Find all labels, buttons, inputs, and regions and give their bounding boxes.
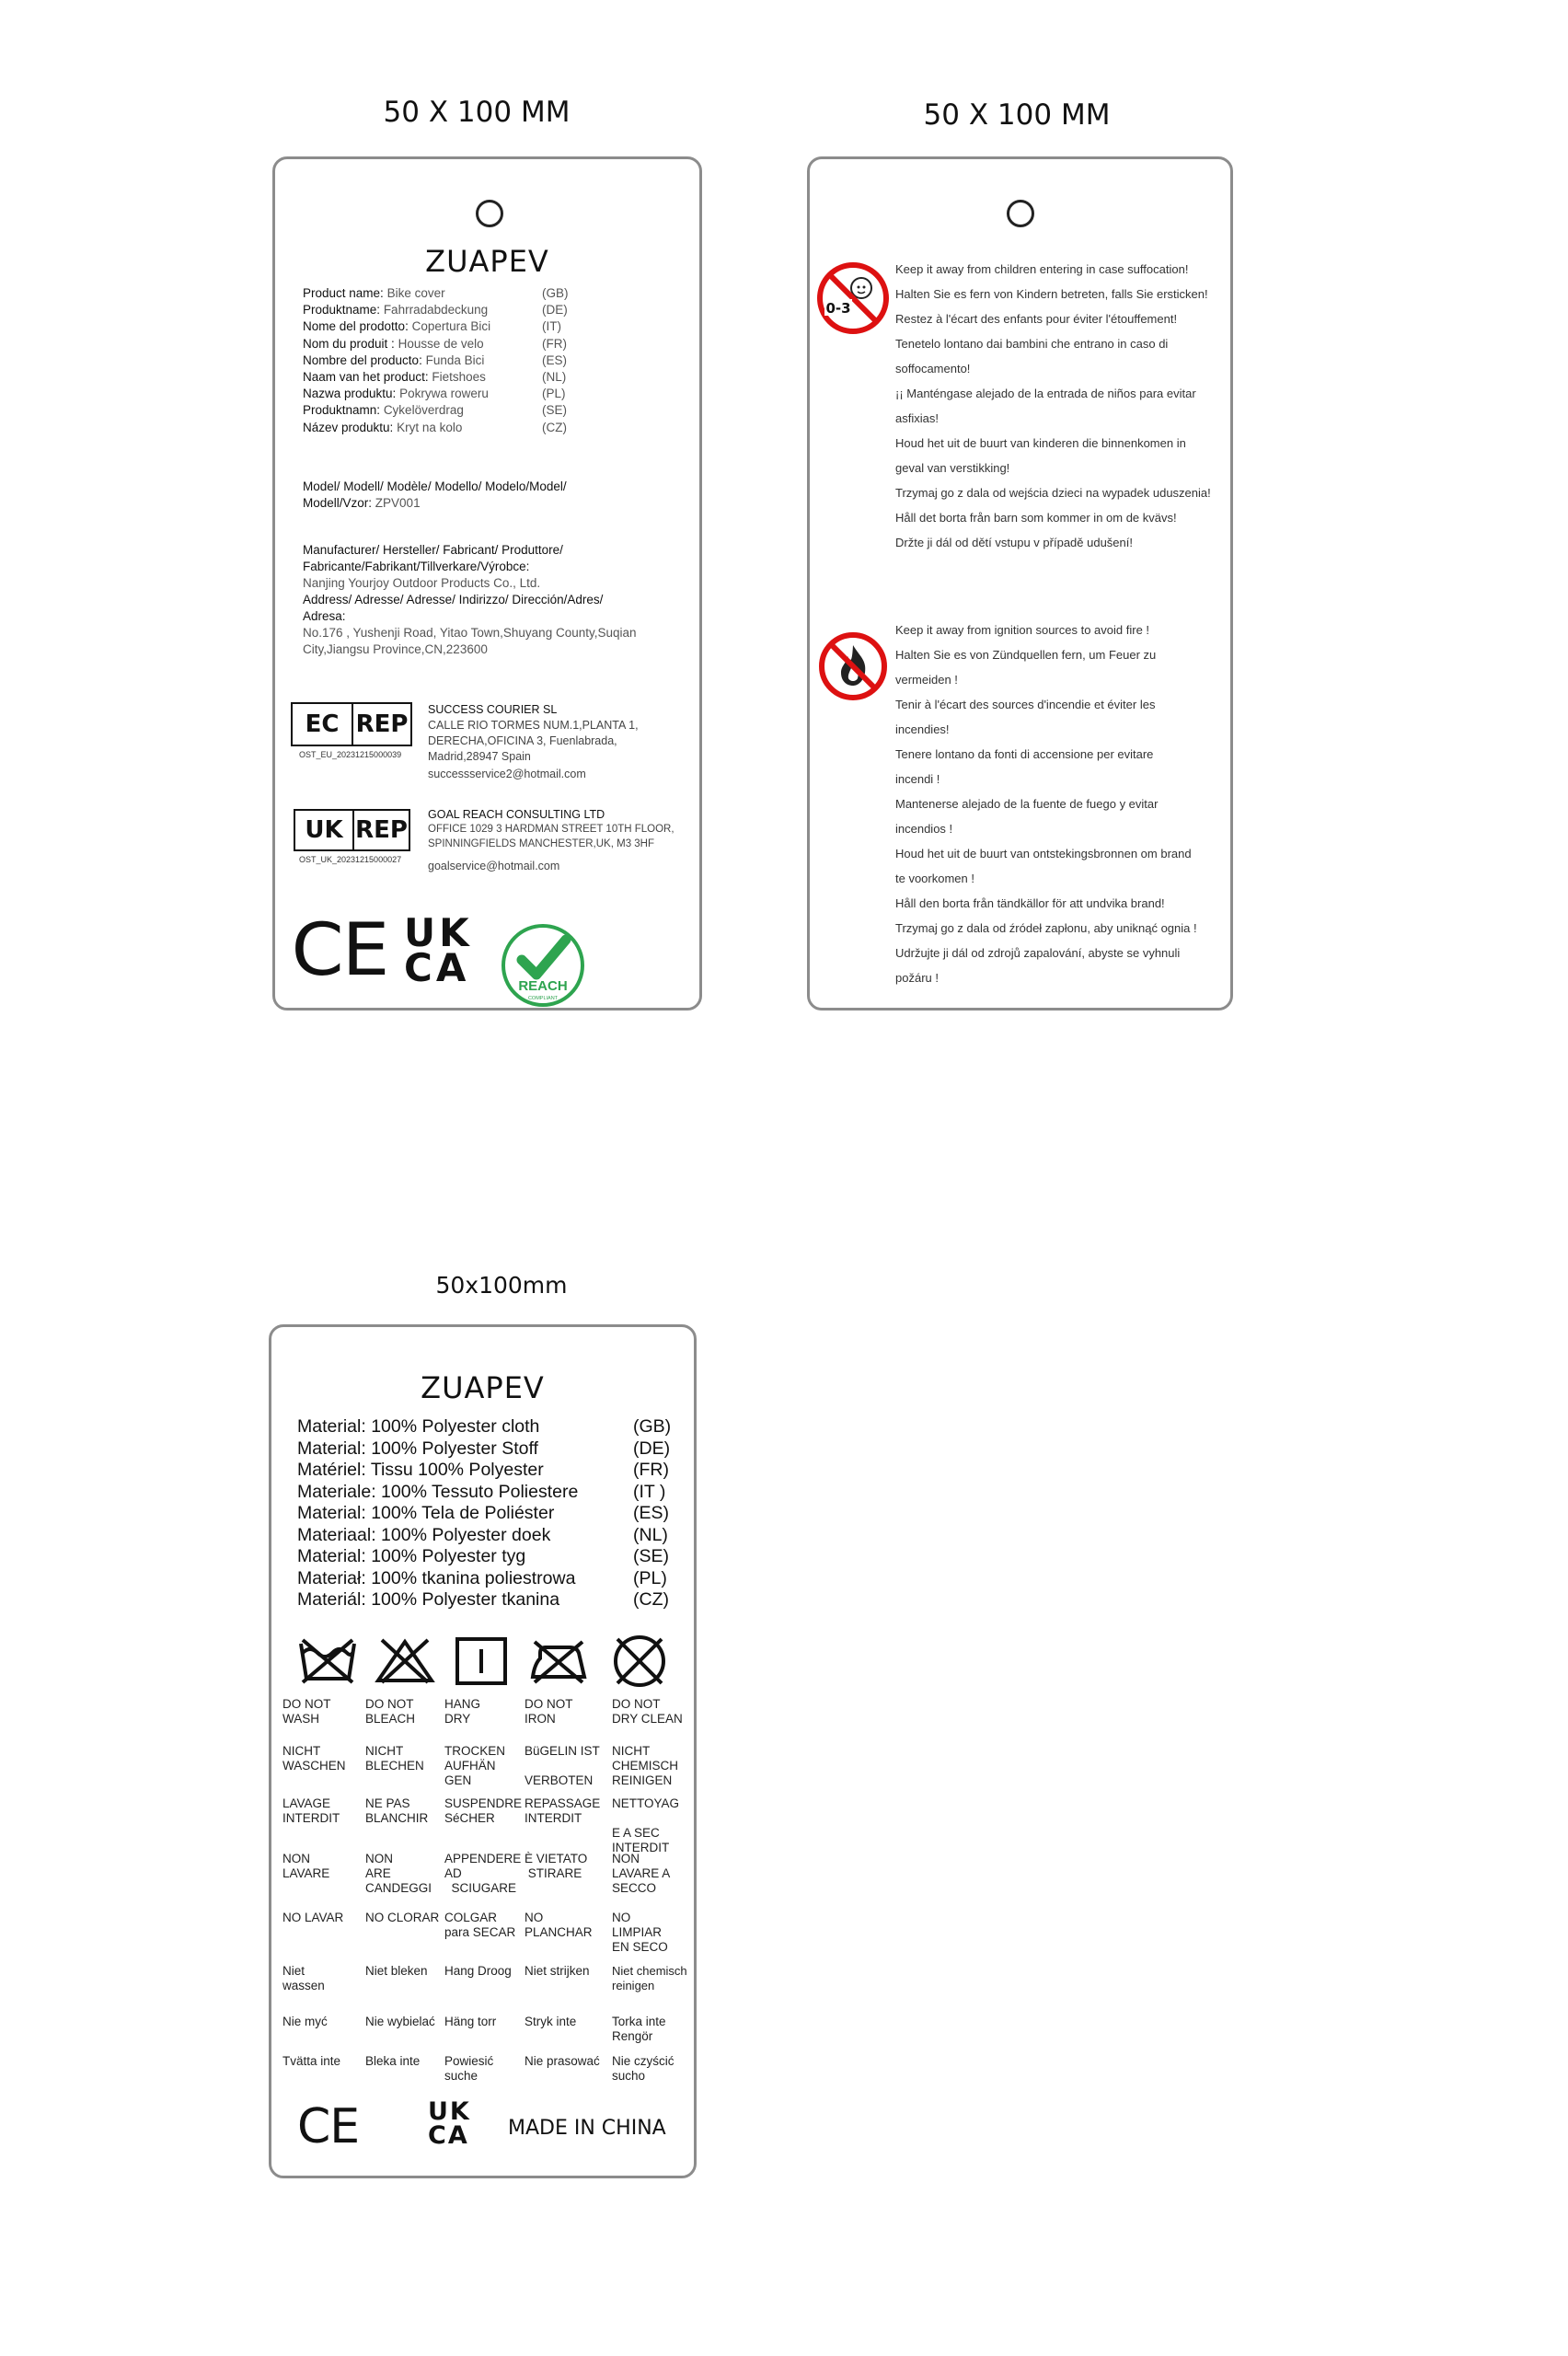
- material-label: Material:: [297, 1546, 366, 1566]
- reach-sub-label: COMPLIANT: [527, 996, 559, 1001]
- material-row: [297, 1503, 674, 1524]
- care-instruction-text: Niet strijken: [525, 1964, 590, 1978]
- ukca-bottom: CA: [404, 945, 470, 990]
- uk-rep-right: REP: [352, 811, 409, 849]
- material-value: 100% Polyester Stoff: [371, 1438, 538, 1459]
- care-instruction-text: NO PLANCHAR: [525, 1911, 593, 1939]
- ec-rep-name: SUCCESS COURIER SL: [428, 703, 558, 716]
- material-value: 100% Tela de Poliéster: [371, 1503, 555, 1523]
- no-fire-icon: [817, 630, 889, 702]
- do-not-dry-clean-icon: [610, 1633, 669, 1690]
- care-instruction-text: Hang Droog: [444, 1964, 512, 1978]
- product-name-row: [303, 286, 671, 303]
- country-code: (ES): [542, 352, 567, 367]
- country-code: (DE): [633, 1438, 671, 1459]
- product-name-value: Fahrradabdeckung: [383, 303, 489, 318]
- care-instruction-text: Häng torr: [444, 2015, 497, 2028]
- ec-rep-email: successservice2@hotmail.com: [428, 768, 586, 780]
- care-instruction-text: COLGAR para SECAR: [444, 1911, 516, 1939]
- care-instruction-text: Torka inte Rengör: [612, 2015, 666, 2043]
- material-row: [297, 1416, 674, 1438]
- care-instruction-text: Nie myć: [282, 2015, 328, 2028]
- country-code: (GB): [633, 1416, 672, 1437]
- material-row: [297, 1482, 674, 1503]
- product-name-value: Pokrywa roweru: [399, 387, 489, 401]
- country-code: (PL): [542, 387, 566, 401]
- fire-warning-line: vermeiden !: [895, 673, 958, 687]
- product-name-label: Název produktu:: [303, 420, 394, 434]
- suffocation-warning-line: geval van verstikking!: [895, 461, 1010, 475]
- ec-rep-line1: CALLE RIO TORMES NUM.1,PLANTA 1,: [428, 719, 639, 732]
- care-instruction-text: È VIETATO STIRARE: [525, 1852, 588, 1880]
- ec-rep-line2: DERECHA,OFICINA 3, Fuenlabrada,: [428, 734, 617, 747]
- material-value: 100% Polyester cloth: [371, 1416, 540, 1437]
- hang-hole: [476, 200, 503, 227]
- product-info-tag: [272, 156, 702, 1011]
- material-row: [297, 1525, 674, 1546]
- product-name-label: Nom du produit :: [303, 336, 395, 351]
- suffocation-warning-line: soffocamento!: [895, 362, 971, 375]
- care-instruction-text: Nie wybielać: [365, 2015, 435, 2028]
- care-instruction-text: REPASSAGE INTERDIT: [525, 1796, 601, 1825]
- care-instruction-text: NON ARE CANDEGGI: [365, 1852, 432, 1895]
- product-name-row: [303, 370, 671, 387]
- suffocation-warning-line: ¡¡ Manténgase alejado de la entrada de niños para evitar: [895, 387, 1196, 400]
- model-block: [303, 479, 671, 512]
- care-instruction-text: Niet chemisch reinigen: [612, 1964, 687, 1992]
- care-instruction-text: NICHT CHEMISCH REINIGEN: [612, 1744, 679, 1787]
- no-children-under-3-icon: [815, 260, 891, 336]
- material-label: Matériel:: [297, 1460, 366, 1480]
- suffocation-warning-line: Restez à l'écart des enfants pour éviter l'étouffement!: [895, 312, 1178, 326]
- country-code: (GB): [542, 286, 569, 300]
- product-name-row: [303, 403, 671, 420]
- care-instruction-text: DO NOT DRY CLEAN: [612, 1697, 683, 1726]
- care-instruction-text: Bleka inte: [365, 2054, 421, 2068]
- care-instruction-text: HANG DRY: [444, 1697, 481, 1726]
- brand-title: ZUAPEV: [421, 1370, 545, 1405]
- address-value-2: City,Jiangsu Province,CN,223600: [303, 642, 488, 656]
- care-instruction-text: NON LAVARE A SECCO: [612, 1852, 671, 1895]
- care-instruction-text: DO NOT IRON: [525, 1697, 573, 1726]
- material-row: [297, 1546, 674, 1567]
- care-instruction-text: NO LAVAR: [282, 1911, 344, 1924]
- fire-warning-line: incendios !: [895, 822, 953, 836]
- product-name-row: [303, 387, 671, 403]
- country-code: (FR): [633, 1460, 669, 1480]
- country-code: (NL): [633, 1524, 668, 1545]
- suffocation-warning-line: Trzymaj go z dala od wejścia dzieci na wypadek uduszenia!: [895, 486, 1211, 500]
- suffocation-warning-line: Halten Sie es fern von Kindern betreten, falls Sie ersticken!: [895, 287, 1208, 301]
- uk-rep-line2: SPINNINGFIELDS MANCHESTER,UK, M3 3HF: [428, 838, 655, 849]
- material-row: [297, 1589, 674, 1611]
- product-name-row: [303, 337, 671, 353]
- manufacturer-label: Manufacturer/ Hersteller/ Fabricant/ Produttore/: [303, 543, 563, 557]
- age-label: 0-3: [825, 300, 851, 317]
- uk-rep-id: OST_UK_20231215000027: [299, 855, 402, 864]
- suffocation-warning-line: Houd het uit de buurt van kinderen die binnenkomen in: [895, 436, 1186, 450]
- made-in-label: MADE IN CHINA: [508, 2117, 666, 2140]
- ukca-mark: [404, 910, 473, 990]
- reach-compliant-icon: [500, 923, 590, 1008]
- safety-warning-tag: [807, 156, 1233, 1011]
- material-row: [297, 1460, 674, 1481]
- uk-rep-left: UK: [305, 816, 343, 844]
- ec-rep-mark: [291, 702, 412, 746]
- product-name-value: Cykelöverdrag: [383, 403, 464, 418]
- ce-mark: CE: [297, 2099, 360, 2154]
- care-instruction-text: NON LAVARE: [282, 1852, 330, 1880]
- material-value: Tissu 100% Polyester: [370, 1460, 544, 1480]
- care-instruction-text: NICHT WASCHEN: [282, 1744, 346, 1773]
- uk-rep-name: GOAL REACH CONSULTING LTD: [428, 808, 605, 821]
- address-label-2: Adresa:: [303, 609, 346, 623]
- product-name-row: [303, 303, 671, 319]
- care-instruction-text: Nie prasować: [525, 2054, 600, 2068]
- ukca-top: UK: [404, 910, 473, 955]
- fire-warning-line: Mantenerse alejado de la fuente de fuego y evitar: [895, 797, 1159, 811]
- product-name-value: Funda Bici: [425, 352, 485, 367]
- do-not-wash-icon: [297, 1636, 358, 1686]
- uk-rep-line1: OFFICE 1029 3 HARDMAN STREET 10TH FLOOR,: [428, 824, 674, 835]
- product-name-label: Nazwa produktu:: [303, 387, 397, 401]
- fire-warning-line: požáru !: [895, 971, 939, 985]
- suffocation-warning-line: Håll det borta från barn som kommer in om de kvävs!: [895, 511, 1177, 525]
- hang-dry-icon: [454, 1636, 509, 1686]
- fire-warning-line: Tenir à l'écart des sources d'incendie et éviter les: [895, 698, 1156, 711]
- hang-hole: [1007, 200, 1034, 227]
- country-code: (IT): [542, 319, 561, 334]
- suffocation-warning-line: Keep it away from children entering in case suffocation!: [895, 262, 1189, 276]
- fire-warning-line: Halten Sie es von Zündquellen fern, um Feuer zu: [895, 648, 1157, 662]
- care-instruction-text: DO NOT WASH: [282, 1697, 331, 1726]
- product-name-row: [303, 319, 671, 336]
- care-instruction-text: DO NOT BLEACH: [365, 1697, 416, 1726]
- country-code: (DE): [542, 303, 568, 318]
- suffocation-warning-line: Tenetelo lontano dai bambini che entrano in caso di: [895, 337, 1169, 351]
- material-row: [297, 1438, 674, 1460]
- card3-size-label: 50x100mm: [435, 1272, 568, 1299]
- material-label: Material:: [297, 1416, 366, 1437]
- product-name-label: Produktnamn:: [303, 403, 381, 418]
- care-instruction-text: NETTOYAG E A SEC INTERDIT: [612, 1796, 680, 1854]
- care-instruction-text: APPENDERE AD SCIUGARE: [444, 1852, 522, 1895]
- material-row: [297, 1568, 674, 1589]
- ukca-top: UK: [428, 2097, 471, 2126]
- fire-warning-line: Trzymaj go z dala od źródeł zapłonu, aby uniknąć ognia !: [895, 921, 1197, 935]
- card1-size-label: 50 X 100 MM: [383, 96, 571, 129]
- product-name-value: Kryt na kolo: [397, 420, 463, 434]
- material-value: 100% Polyester tyg: [371, 1546, 526, 1566]
- care-instruction-text: SUSPENDRE SéCHER: [444, 1796, 523, 1825]
- product-name-value: Housse de velo: [398, 336, 484, 351]
- fire-warning-line: te voorkomen !: [895, 872, 974, 885]
- care-instruction-text: Powiesić suche: [444, 2054, 494, 2083]
- product-name-row: [303, 421, 671, 437]
- country-code: (PL): [633, 1567, 667, 1588]
- material-value: 100% Polyester doek: [381, 1524, 551, 1545]
- product-name-label: Product name:: [303, 286, 384, 300]
- care-instruction-text: NE PAS BLANCHIR: [365, 1796, 429, 1825]
- care-instruction-text: BüGELIN IST VERBOTEN: [525, 1744, 600, 1787]
- manufacturer-value: Nanjing Yourjoy Outdoor Products Co., Ltd.: [303, 576, 541, 590]
- ec-rep-right: REP: [352, 704, 410, 745]
- manufacturer-label-2: Fabricante/Fabrikant/Tillverkare/Výrobce:: [303, 560, 530, 573]
- country-code: (CZ): [633, 1589, 669, 1610]
- ukca-mark: [428, 2097, 471, 2150]
- reach-label: REACH: [518, 978, 568, 994]
- do-not-iron-icon: [527, 1636, 590, 1686]
- product-name-value: Bike cover: [386, 286, 445, 300]
- care-instruction-text: Niet wassen: [282, 1964, 325, 1992]
- card2-size-label: 50 X 100 MM: [923, 98, 1111, 132]
- ec-rep-line3: Madrid,28947 Spain: [428, 750, 531, 763]
- country-code: (NL): [542, 370, 567, 384]
- material-care-tag: [269, 1324, 697, 2178]
- model-label: Model/ Modell/ Modèle/ Modello/ Modelo/Model/: [303, 479, 567, 493]
- material-label: Material:: [297, 1503, 366, 1523]
- care-instruction-text: Nie czyścić sucho: [612, 2054, 674, 2083]
- manufacturer-block: [303, 542, 671, 658]
- product-name-value: Fietshoes: [432, 370, 486, 384]
- material-label: Materiale:: [297, 1481, 376, 1502]
- ec-rep-id: OST_EU_20231215000039: [299, 750, 402, 759]
- fire-warning-line: Houd het uit de buurt van ontstekingsbronnen om brand: [895, 847, 1192, 860]
- care-instruction-text: NO CLORAR: [365, 1911, 440, 1924]
- care-instruction-text: NO LIMPIAR EN SECO: [612, 1911, 668, 1954]
- uk-rep-email: goalservice@hotmail.com: [428, 860, 560, 872]
- fire-warning-line: Håll den borta från tändkällor för att undvika brand!: [895, 896, 1165, 910]
- product-name-label: Nome del prodotto:: [303, 319, 409, 334]
- product-name-label: Nombre del producto:: [303, 352, 422, 367]
- ukca-bottom: CA: [428, 2121, 469, 2150]
- care-instruction-text: TROCKEN AUFHÄN GEN: [444, 1744, 506, 1787]
- model-value: ZPV001: [375, 496, 421, 510]
- care-instruction-text: LAVAGE INTERDIT: [282, 1796, 340, 1825]
- product-name-row: [303, 353, 671, 370]
- material-label: Materiał:: [297, 1567, 366, 1588]
- fire-warning-line: Tenere lontano da fonti di accensione per evitare: [895, 747, 1154, 761]
- care-instruction-text: NICHT BLECHEN: [365, 1744, 424, 1773]
- product-name-value: Copertura Bici: [411, 319, 491, 334]
- address-value: No.176 , Yushenji Road, Yitao Town,Shuyang County,Suqian: [303, 626, 637, 640]
- brand-title: ZUAPEV: [425, 244, 549, 279]
- suffocation-warning-line: Držte ji dál od dětí vstupu v případě udušení!: [895, 536, 1133, 549]
- material-value: 100% Polyester tkanina: [371, 1589, 560, 1610]
- material-value: 100% Tessuto Poliestere: [381, 1481, 579, 1502]
- uk-rep-mark: [294, 809, 410, 851]
- address-label: Address/ Adresse/ Adresse/ Indirizzo/ Dirección/Adres/: [303, 593, 604, 606]
- material-value: 100% tkanina poliestrowa: [371, 1567, 576, 1588]
- suffocation-warning-line: asfixias!: [895, 411, 939, 425]
- country-code: (IT ): [633, 1481, 666, 1502]
- model-label-2: Modell/Vzor:: [303, 496, 373, 510]
- country-code: (ES): [633, 1503, 669, 1523]
- fire-warning-line: incendi !: [895, 772, 940, 786]
- care-instruction-text: Stryk inte: [525, 2015, 577, 2028]
- ce-mark: CE: [291, 909, 388, 992]
- country-code: (CZ): [542, 420, 567, 434]
- country-code: (SE): [542, 403, 567, 418]
- material-label: Material:: [297, 1438, 366, 1459]
- ec-rep-left: EC: [305, 710, 340, 738]
- product-name-label: Produktname:: [303, 303, 381, 318]
- uk-rep-address: [428, 807, 686, 873]
- fire-warning-line: Udržujte ji dál od zdrojů zapalování, abyste se vyhnuli: [895, 946, 1181, 960]
- care-instruction-text: Niet bleken: [365, 1964, 428, 1978]
- country-code: (SE): [633, 1546, 669, 1566]
- ec-rep-address: [428, 702, 686, 782]
- product-name-label: Naam van het product:: [303, 370, 429, 384]
- fire-warning-line: incendies!: [895, 722, 950, 736]
- country-code: (FR): [542, 336, 567, 351]
- material-label: Materiaal:: [297, 1524, 376, 1545]
- material-label: Materiál:: [297, 1589, 366, 1610]
- do-not-bleach-icon: [375, 1636, 435, 1686]
- care-instruction-text: Tvätta inte: [282, 2054, 341, 2068]
- fire-warning-line: Keep it away from ignition sources to avoid fire !: [895, 623, 1150, 637]
